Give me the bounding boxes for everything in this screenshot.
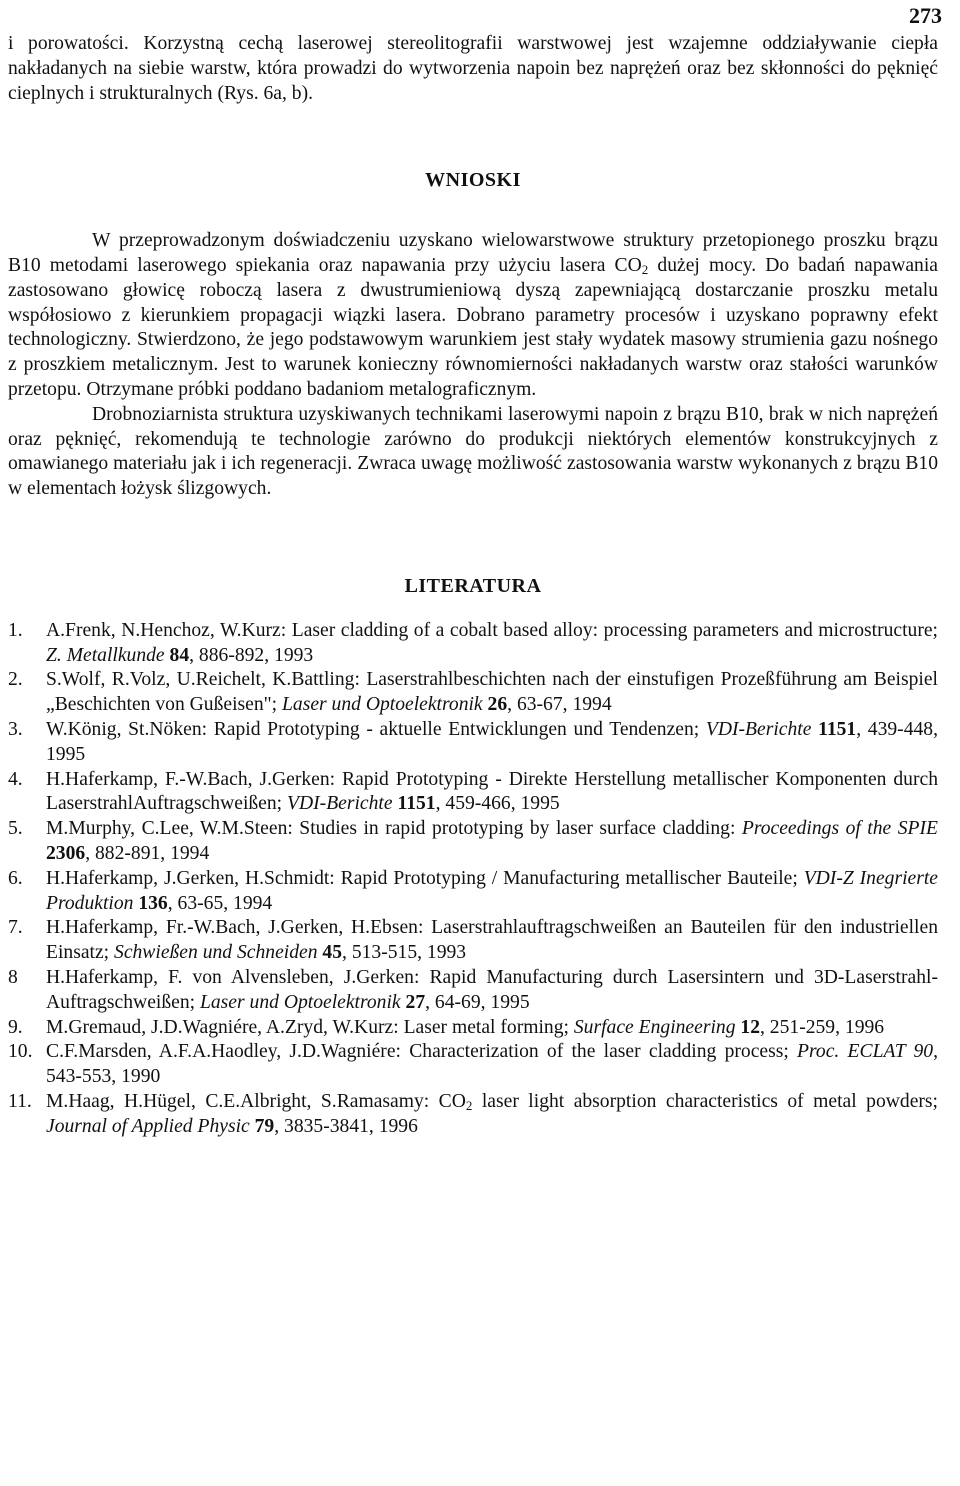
reference-authors-title: H.Haferkamp, J.Gerken, H.Schmidt: Rapid Prototyping / Manufacturing metallischer Bauteile;: [46, 867, 804, 889]
reference-volume: 12: [735, 1016, 760, 1038]
conclusions-heading: WNIOSKI: [425, 169, 521, 192]
intro-paragraph: i porowatości. Korzystną cechą laserowej stereolitografii warstwowej jest wzajemne oddziaływanie ciepła nakładanych na siebie warstw, która prowadzi do wytworzenia napoin bez naprężeń oraz bez skłonności do pęknięć cieplnych i strukturalnych (Rys. 6a, b).: [8, 33, 938, 104]
reference-list: [8, 619, 938, 1140]
reference-number: 2.: [8, 669, 23, 691]
reference-pages-year: , 63-67, 1994: [507, 694, 612, 716]
reference-authors-title: C.F.Marsden, A.F.A.Haodley, J.D.Wagniére: Characterization of the laser cladding process;: [46, 1041, 798, 1063]
page-number: 273: [909, 3, 942, 28]
reference-title-continued: laser light absorption characteristics of metal powders;: [472, 1090, 938, 1112]
reference-journal: Surface Engineering: [573, 1016, 736, 1038]
reference-item: [8, 768, 938, 818]
reference-pages-year: , 439-448, 1995: [46, 718, 938, 765]
reference-volume: 26: [482, 694, 508, 716]
co2-subscript: 2: [641, 261, 649, 277]
reference-volume: 27: [400, 991, 426, 1013]
reference-item: [8, 668, 938, 718]
reference-subscript: 2: [465, 1097, 473, 1113]
reference-item: [8, 1016, 938, 1041]
reference-number: 3.: [8, 718, 23, 740]
reference-volume: 79: [249, 1115, 275, 1137]
reference-journal: Laser und Optoelektronik: [282, 694, 483, 716]
reference-pages-year: , 882-891, 1994: [85, 842, 210, 864]
reference-volume: 1151: [811, 718, 857, 740]
reference-item: [8, 1090, 938, 1140]
reference-pages-year: , 459-466, 1995: [435, 793, 560, 815]
reference-item: [8, 718, 938, 768]
reference-number: 11.: [8, 1090, 32, 1112]
reference-journal: Proceedings of the SPIE: [741, 818, 938, 840]
reference-authors-title: W.König, St.Nöken: Rapid Prototyping - aktuelle Entwicklungen und Tendenzen;: [46, 718, 706, 740]
reference-item: [8, 1040, 938, 1090]
reference-pages-year: , 886-892, 1993: [189, 644, 314, 666]
reference-number: 8: [8, 966, 18, 988]
reference-authors-title: M.Gremaud, J.D.Wagniére, A.Zryd, W.Kurz: Laser metal forming;: [46, 1016, 574, 1038]
reference-authors-title: H.Haferkamp, F.-W.Bach, J.Gerken: Rapid Prototyping - Direkte Herstellung metallischer Komponenten durch LaserstrahlAuftragschweißen;: [46, 768, 938, 815]
reference-item: [8, 867, 938, 917]
reference-pages-year: , 3835-3841, 1996: [274, 1115, 418, 1137]
conclusions-paragraph-1-part-a: W przeprowadzonym doświadczeniu uzyskano wielowarstwowe struktury przetopionego proszku brązu B10 metodami laserowego spiekania oraz napawania przy użyciu lasera CO: [8, 230, 938, 276]
conclusions-paragraph-2: Drobnoziarnista struktura uzyskiwanych technikami laserowymi napoin z brązu B10, brak w nich naprężeń oraz pęknięć, rekomendują te technologie zarówno do produkcji niektórych elementów konstrukcyjnych z omawianego materiału jak i ich regeneracji. Zwraca uwagę możliwość zastosowania warstw wykonanych z brązu B10 w elementach łożysk ślizgowych.: [8, 403, 938, 500]
reference-pages-year: , 513-515, 1993: [342, 942, 467, 964]
reference-journal: Proc. ECLAT 90: [797, 1041, 934, 1063]
reference-volume: 2306: [46, 842, 86, 864]
reference-pages-year: , 251-259, 1996: [760, 1016, 885, 1038]
reference-pages-year: , 64-69, 1995: [425, 991, 530, 1013]
reference-number: 1.: [8, 619, 23, 641]
reference-journal: Journal of Applied Physic: [46, 1115, 250, 1137]
reference-number: 10.: [8, 1041, 33, 1063]
reference-item: [8, 817, 938, 867]
reference-authors-title: H.Haferkamp, Fr.-W.Bach, J.Gerken, H.Ebsen: Laserstrahlauftragschweißen an Bauteilen für den industriellen Einsatz;: [46, 917, 938, 964]
reference-pages-year: , 63-65, 1994: [167, 892, 273, 914]
reference-pages-year: , 543-553, 1990: [46, 1041, 938, 1088]
reference-authors-title: M.Murphy, C.Lee, W.M.Steen: Studies in rapid prototyping by laser surface cladding:: [46, 818, 742, 840]
reference-authors-title: M.Haag, H.Hügel, C.E.Albright, S.Ramasamy: CO: [46, 1090, 466, 1112]
reference-journal: Laser und Optoelektronik: [199, 991, 401, 1013]
reference-number: 9.: [8, 1016, 23, 1038]
reference-item: [8, 966, 938, 1016]
reference-number: 7.: [8, 917, 23, 939]
reference-journal: VDI-Berichte: [287, 793, 393, 815]
reference-journal: VDI-Berichte: [705, 718, 812, 740]
conclusions-paragraph-1: [8, 229, 938, 403]
reference-volume: 1151: [392, 793, 436, 815]
reference-volume: 45: [317, 942, 343, 964]
reference-number: 4.: [8, 768, 23, 790]
reference-journal: Schwießen und Schneiden: [114, 942, 318, 964]
reference-number: 5.: [8, 818, 23, 840]
reference-authors-title: A.Frenk, N.Henchoz, W.Kurz: Laser cladding of a cobalt based alloy: processing parameters and microstructure;: [46, 619, 938, 641]
reference-number: 6.: [8, 867, 23, 889]
reference-item: [8, 619, 938, 669]
reference-journal: VDI-Z Inegrierte Produktion: [46, 867, 938, 914]
reference-volume: 84: [164, 644, 190, 666]
reference-authors-title: S.Wolf, R.Volz, U.Reichelt, K.Battling: Laserstrahlbeschichten nach der einstufigen Prozeßführung am Beispiel „Beschichten von Gußeisen";: [46, 669, 938, 716]
reference-authors-title: H.Haferkamp, F. von Alvensleben, J.Gerken: Rapid Manufacturing durch Lasersintern und 3D-Laserstrahl-Auftragschweißen;: [46, 966, 938, 1013]
literature-heading: LITERATURA: [404, 574, 542, 597]
reference-journal: Z. Metallkunde: [46, 644, 165, 666]
reference-item: [8, 916, 938, 966]
reference-volume: 136: [133, 892, 168, 914]
conclusions-paragraph-1-part-b: dużej mocy. Do badań napawania zastosowano głowicę roboczą lasera z dwustrumieniową dyszą zapewniającą dostarczanie proszku metalu współosiowo z kierunkiem propagacji wiązki lasera. Dobrano parametry procesów i uzyskano poprawny efekt technologiczny. Stwierdzono, że jego podstawowym warunkiem jest stały wydatek masowy strumienia gazu nośnego z proszkiem metalicznym. Jest to warunek konieczny równomierności nakładanych warstw oraz stałości warunków przetopu. Otrzymane próbki poddano badaniom metalograficznym.: [8, 254, 938, 400]
